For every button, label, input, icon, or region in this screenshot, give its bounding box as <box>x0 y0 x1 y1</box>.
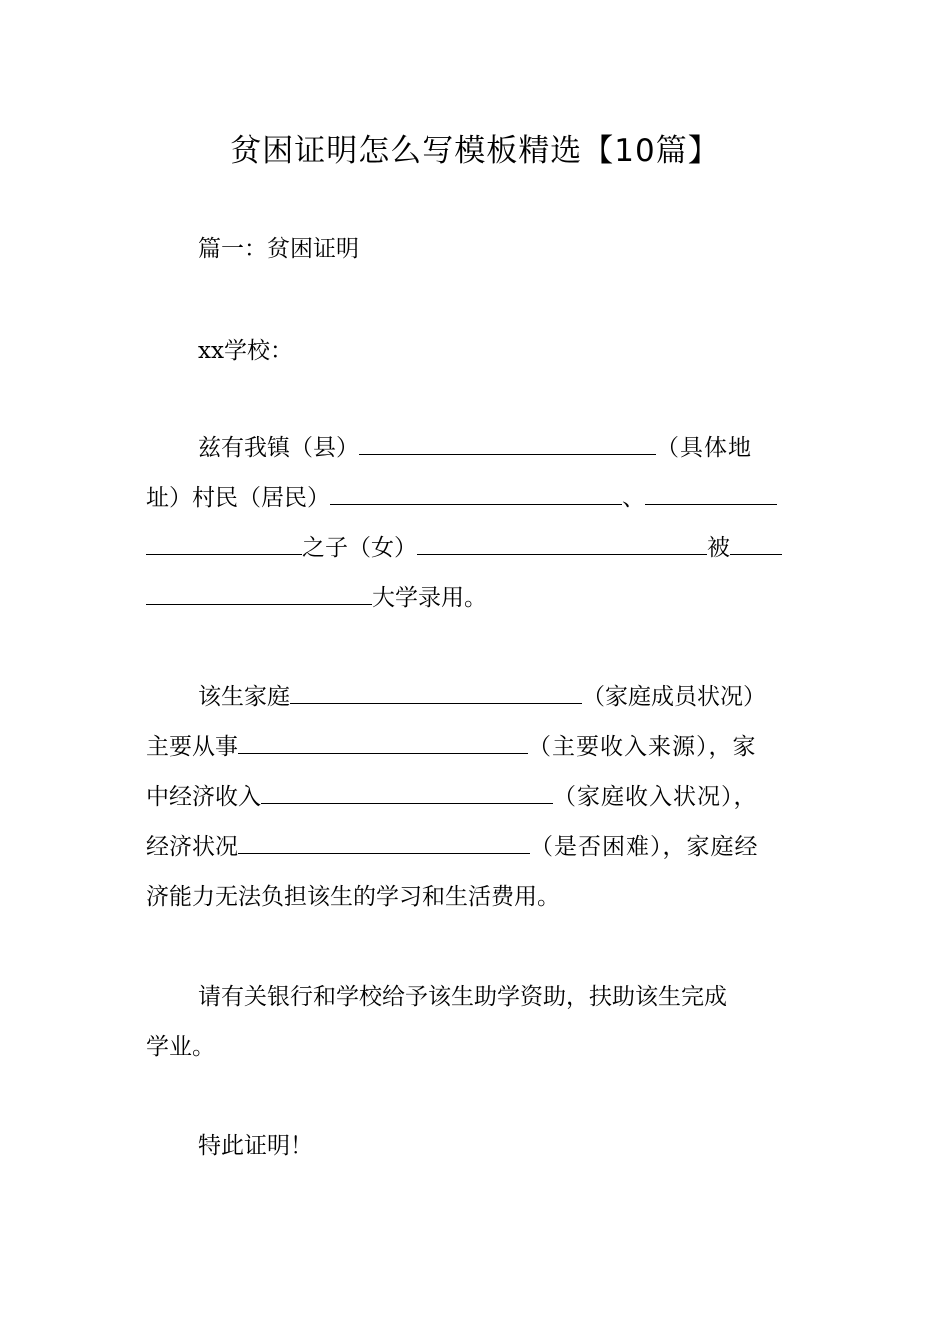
text: 被 <box>707 535 730 561</box>
text: （具体地 <box>656 435 752 461</box>
fill-blank <box>645 482 777 505</box>
fill-blank <box>330 482 622 505</box>
paragraph1-line2 <box>146 478 806 518</box>
text: 经济状况 <box>146 834 238 860</box>
paragraph1-line3 <box>146 528 806 568</box>
paragraph2-line4 <box>146 827 806 867</box>
fill-blank <box>238 731 528 754</box>
text: 兹有我镇（县） <box>198 435 359 461</box>
document-title: 贫困证明怎么写模板精选【10篇】 <box>230 133 720 169</box>
fill-blank <box>238 831 530 854</box>
paragraph2-line1 <box>198 677 806 717</box>
text: （是否困难），家庭经 <box>530 834 759 860</box>
text: （主要收入来源），家 <box>528 734 757 760</box>
paragraph2-line3 <box>146 777 806 817</box>
closing-statement: 特此证明！ <box>198 1133 313 1159</box>
fill-blank <box>146 582 372 605</box>
paragraph2-line5: 济能力无法负担该生的学习和生活费用。 <box>146 884 560 910</box>
section-heading: 篇一：贫困证明 <box>198 236 359 262</box>
paragraph3-line2: 学业。 <box>146 1034 215 1060</box>
text: 该生家庭 <box>198 684 290 710</box>
paragraph3-line1: 请有关银行和学校给予该生助学资助，扶助该生完成 <box>198 984 727 1010</box>
text: 、 <box>622 485 645 511</box>
fill-blank <box>261 781 553 804</box>
paragraph1-line4 <box>146 578 806 618</box>
text: （家庭成员状况） <box>582 684 766 710</box>
fill-blank <box>730 532 782 555</box>
fill-blank <box>290 681 582 704</box>
text: 主要从事 <box>146 734 238 760</box>
text: 大学录用。 <box>372 585 487 611</box>
addressee: xx学校： <box>198 338 293 364</box>
paragraph2-line2 <box>146 727 806 767</box>
paragraph1-line1 <box>198 428 806 468</box>
fill-blank <box>417 532 707 555</box>
text: 中经济收入 <box>146 784 261 810</box>
fill-blank <box>359 432 656 455</box>
text: 之子（女） <box>302 535 417 561</box>
text: （家庭收入状况）， <box>553 784 758 810</box>
fill-blank <box>146 532 302 555</box>
text: 址）村民（居民） <box>146 485 330 511</box>
